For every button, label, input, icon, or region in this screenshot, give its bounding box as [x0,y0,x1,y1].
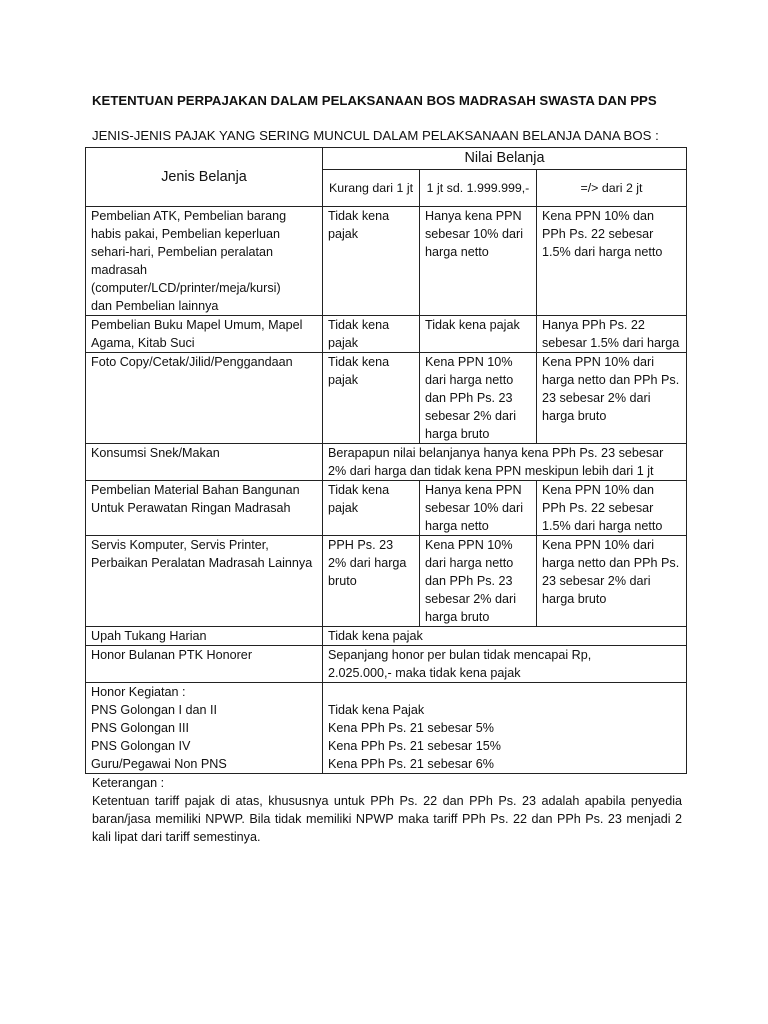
honor-category-item: PNS Golongan IV [91,739,191,753]
row-value-under-1jt: Tidak kena pajak [323,353,420,444]
header-category: Jenis Belanja [86,148,323,207]
row-category: Konsumsi Snek/Makan [86,444,323,481]
header-col-1-2jt: 1 jt sd. 1.999.999,- [420,170,537,207]
row-category: Pembelian ATK, Pembelian barang habis pakai, Pembelian keperluan sehari-hari, Pembelian peralatan madrasah (computer/LCD/printer/meja/kursi) dan Pembelian lainnya [86,207,323,316]
row-value-over-2jt: Kena PPN 10% dan PPh Ps. 22 sebesar 1.5% dari harga netto [537,481,687,536]
honor-value-item: Tidak kena Pajak [328,703,425,717]
table-row [86,353,687,444]
row-category: Foto Copy/Cetak/Jilid/Penggandaan [86,353,323,444]
notes-label: Keterangan : [92,776,165,790]
table-row [86,207,687,316]
row-value-under-1jt: Tidak kena pajak [323,207,420,316]
row-value-all: Berapapun nilai belanjanya hanya kena PPh Ps. 23 sebesar 2% dari harga dan tidak kena PPN meskipun lebih dari 1 jt [323,444,687,481]
honor-value-item: Kena PPh Ps. 21 sebesar 6% [328,757,494,771]
table-row [86,646,687,683]
table-row [86,627,687,646]
honor-category-item: PNS Golongan III [91,721,190,735]
honor-category-item: Guru/Pegawai Non PNS [91,757,227,771]
honor-value-item: Kena PPh Ps. 21 sebesar 15% [328,739,501,753]
table-row [86,316,687,353]
row-value-over-2jt: Kena PPN 10% dari harga netto dan PPh Ps. 23 sebesar 2% dari harga bruto [537,353,687,444]
row-value-over-2jt: Hanya PPh Ps. 22 sebesar 1.5% dari harga [537,316,687,353]
row-value-1-2jt: Kena PPN 10% dari harga netto dan PPh Ps. 23 sebesar 2% dari harga bruto [420,353,537,444]
row-category: Servis Komputer, Servis Printer, Perbaikan Peralatan Madrasah Lainnya [86,536,323,627]
document-subtitle: JENIS-JENIS PAJAK YANG SERING MUNCUL DALAM PELAKSANAAN BELANJA DANA BOS : [92,128,659,143]
row-category: Honor Bulanan PTK Honorer [86,646,323,683]
row-value-under-1jt: PPH Ps. 23 2% dari harga bruto [323,536,420,627]
row-value-under-1jt: Tidak kena pajak [323,481,420,536]
header-col-over-2jt: =/> dari 2 jt [537,170,687,207]
table-row [86,444,687,481]
row-category: Upah Tukang Harian [86,627,323,646]
row-value-all: Tidak kena pajak [323,627,687,646]
honor-value-item: Kena PPh Ps. 21 sebesar 5% [328,721,494,735]
row-value-over-2jt: Kena PPN 10% dan PPh Ps. 22 sebesar 1.5% dari harga netto [537,207,687,316]
header-row-top [86,148,687,170]
header-col-under-1jt: Kurang dari 1 jt [323,170,420,207]
honor-kegiatan-heading: Honor Kegiatan : [91,685,186,699]
row-category: Pembelian Material Bahan Bangunan Untuk Perawatan Ringan Madrasah [86,481,323,536]
row-value-1-2jt: Hanya kena PPN sebesar 10% dari harga netto [420,481,537,536]
row-value-1-2jt: Hanya kena PPN sebesar 10% dari harga netto [420,207,537,316]
row-value-over-2jt: Kena PPN 10% dari harga netto dan PPh Ps. 23 sebesar 2% dari harga bruto [537,536,687,627]
row-category: Pembelian Buku Mapel Umum, Mapel Agama, Kitab Suci [86,316,323,353]
table-row [86,536,687,627]
honor-kegiatan-values [323,683,687,774]
row-value-1-2jt: Kena PPN 10% dari harga netto dan PPh Ps. 23 sebesar 2% dari harga bruto [420,536,537,627]
honor-category-item: PNS Golongan I dan II [91,703,218,717]
row-value-all: Sepanjang honor per bulan tidak mencapai Rp, 2.025.000,- maka tidak kena pajak [323,646,687,683]
table-row-honor-kegiatan [86,683,687,774]
table-row [86,481,687,536]
document-title: KETENTUAN PERPAJAKAN DALAM PELAKSANAAN BOS MADRASAH SWASTA DAN PPS [92,93,657,108]
row-value-under-1jt: Tidak kena pajak [323,316,420,353]
honor-kegiatan-categories [86,683,323,774]
header-value-group: Nilai Belanja [323,148,687,170]
row-value-1-2jt: Tidak kena pajak [420,316,537,353]
tax-table [85,147,687,774]
notes-text: Ketentuan tariff pajak di atas, khususnya untuk PPh Ps. 22 dan PPh Ps. 23 adalah apabila penyedia baran/jasa memiliki NPWP. Bila tidak memiliki NPWP maka tariff PPh Ps. 22 dan PPh Ps. 23 menjadi 2 kali lipat dari tariff semestinya. [92,794,682,844]
